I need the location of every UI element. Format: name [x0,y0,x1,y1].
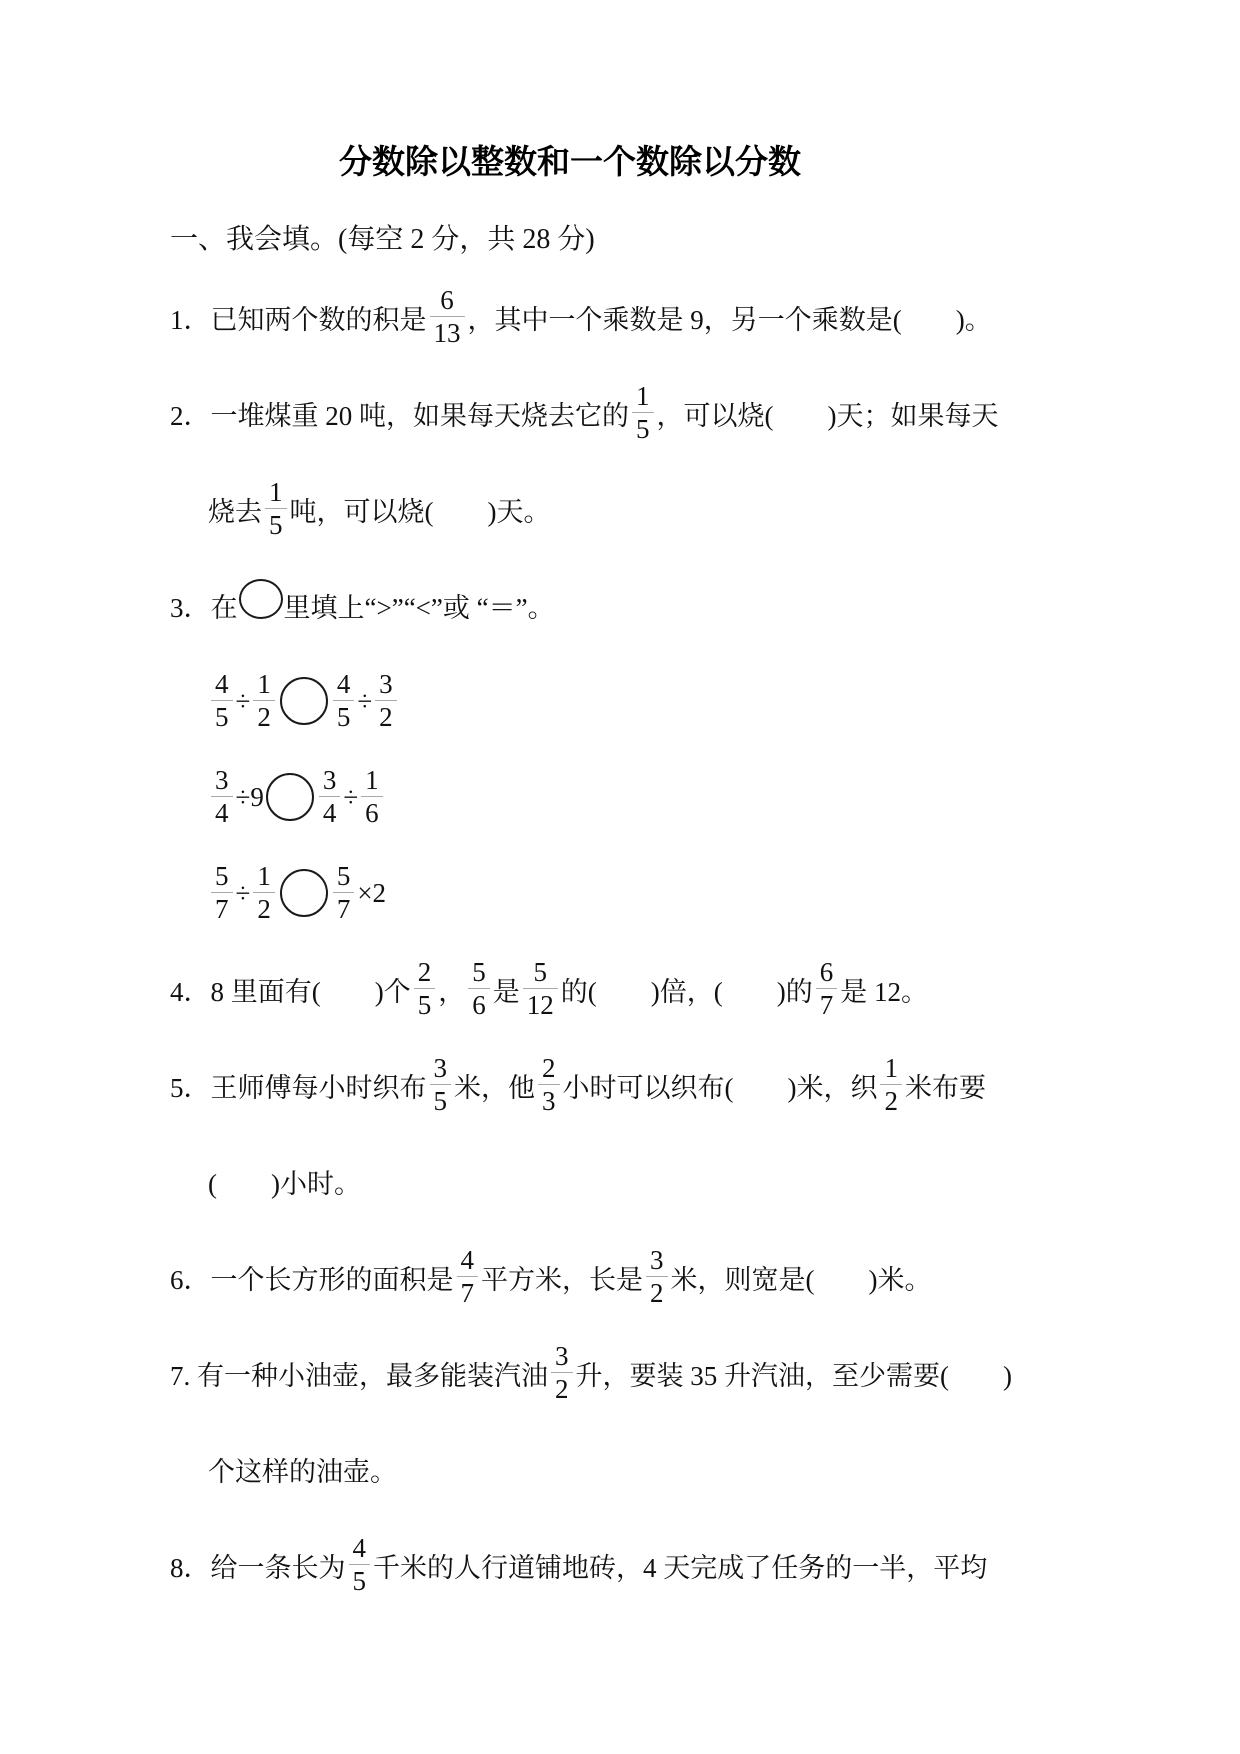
fraction [319,766,341,828]
text-segment: 米，则宽是( )米。 [670,1264,932,1295]
text-segment: 小时可以织布( )米，织 [562,1072,878,1103]
fraction-denominator: 6 [468,988,490,1020]
text-segment: 吨，可以烧( )天。 [289,496,551,527]
fraction-denominator: 12 [523,988,558,1020]
fraction [551,1342,573,1404]
question-line-q2a [170,376,1075,450]
fraction-denominator: 4 [319,796,341,828]
question-line-q4 [170,952,1075,1026]
fraction-denominator: 2 [253,700,275,732]
fraction [265,478,287,540]
fraction-denominator: 5 [265,508,287,540]
fraction-denominator: 5 [414,988,436,1020]
comparison-circle [280,677,328,725]
fraction-denominator: 6 [361,796,383,828]
text-segment: 米布要 [904,1072,986,1103]
fraction-numerator: 3 [379,669,393,700]
fraction-denominator: 4 [211,796,233,828]
text-segment: ÷ [235,877,251,908]
fraction-numerator: 5 [336,861,351,892]
fraction-numerator: 4 [352,1533,366,1564]
fraction-numerator: 6 [440,285,454,316]
fraction [211,670,233,732]
text-segment: 平方米，长是 [481,1264,643,1295]
fraction-numerator: 3 [215,765,229,796]
fraction [646,1246,668,1308]
fraction-numerator: 1 [365,765,379,796]
fraction [211,862,233,924]
fraction [333,862,355,924]
question-lines [170,280,1075,1602]
fraction [375,670,397,732]
fraction-denominator: 7 [333,892,355,924]
text-segment: 是 12。 [840,976,928,1007]
fraction-numerator: 2 [417,957,432,988]
fraction-denominator: 5 [333,700,355,732]
text-segment: 个这样的油壶。 [208,1456,397,1487]
text-segment: ， [438,976,466,1007]
fraction [253,670,275,732]
question-line-q7b [170,1432,1075,1506]
text-segment: 6．一个长方形的面积是 [170,1264,454,1295]
text-segment: 4．8 里面有( )个 [170,976,411,1007]
text-segment: 5．王师傅每小时织布 [170,1072,427,1103]
fraction-numerator: 3 [650,1245,664,1276]
fraction-numerator: 3 [433,1053,447,1084]
fraction [430,286,465,348]
fraction [468,958,490,1020]
question-line-cmp2 [170,760,1075,834]
question-line-q3 [170,568,1075,642]
fraction [414,958,436,1020]
question-line-q2b [170,472,1075,546]
fraction [253,862,275,924]
text-segment: ÷9 [235,781,264,812]
comparison-circle [280,869,328,917]
fraction [349,1534,371,1596]
text-segment: 1．已知两个数的积是 [170,304,427,335]
fraction-numerator: 5 [215,861,229,892]
text-segment: ，其中一个乘数是 9，另一个乘数是( )。 [467,304,992,335]
fraction-denominator: 2 [646,1276,668,1308]
text-segment: ( )小时。 [208,1168,361,1199]
fraction-denominator: 5 [349,1564,371,1596]
fraction-numerator: 6 [819,957,834,988]
text-segment: 烧去 [208,496,262,527]
question-line-q6 [170,1240,1075,1314]
text-segment: 里填上“>”“<”或 “＝”。 [283,592,555,623]
fraction [361,766,383,828]
text-segment: ，可以烧( )天；如果每天 [656,400,999,431]
text-segment: 的( )倍，( )的 [560,976,813,1007]
text-segment: 米，他 [454,1072,535,1103]
question-line-q1 [170,280,1075,354]
fraction-denominator: 5 [211,700,233,732]
fraction-denominator: 2 [880,1084,902,1116]
fraction-numerator: 1 [636,381,650,412]
question-line-q5b [170,1144,1075,1218]
question-line-cmp1 [170,664,1075,738]
text-segment: 是 [492,976,520,1007]
fraction-numerator: 5 [533,957,547,988]
text-segment: 7. 有一种小油壶，最多能装汽油 [170,1360,548,1391]
text-segment: ÷ [357,685,373,716]
comparison-circle [239,579,283,619]
fraction [880,1054,902,1116]
text-segment: ÷ [235,685,251,716]
fraction [538,1054,560,1116]
fraction-denominator: 2 [551,1372,573,1404]
fraction-denominator: 7 [816,988,838,1020]
text-segment: 8．给一条长为 [170,1552,346,1583]
page-title: 分数除以整数和一个数除以分数 [339,143,801,180]
comparison-circle [266,773,314,821]
fraction [211,766,233,828]
fraction-numerator: 1 [884,1053,898,1084]
fraction [816,958,838,1020]
fraction [333,670,355,732]
fraction [523,958,558,1020]
fraction-numerator: 1 [269,477,283,508]
fraction-numerator: 4 [215,669,229,700]
text-segment: ÷ [343,781,359,812]
fraction-denominator: 5 [632,412,654,444]
section-heading: 一、我会填。(每空 2 分，共 28 分) [170,223,595,255]
text-segment: 2．一堆煤重 20 吨，如果每天烧去它的 [170,400,629,431]
text-segment: 千米的人行道铺地砖，4 天完成了任务的一半，平均 [373,1552,988,1583]
fraction-numerator: 3 [555,1341,569,1372]
question-line-cmp3 [170,856,1075,930]
fraction-denominator: 7 [211,892,233,924]
fraction-numerator: 4 [460,1245,474,1276]
fraction-numerator: 5 [472,957,486,988]
fraction-numerator: 4 [336,669,351,700]
question-line-q7a [170,1336,1075,1410]
fraction-denominator: 2 [375,700,397,732]
fraction-numerator: 3 [322,765,337,796]
fraction-numerator: 1 [257,861,271,892]
fraction [457,1246,479,1308]
fraction-denominator: 13 [430,316,465,348]
fraction-numerator: 1 [257,669,271,700]
text-segment: ×2 [357,877,387,908]
fraction-denominator: 5 [430,1084,452,1116]
fraction [430,1054,452,1116]
fraction [632,382,654,444]
text-segment: 3．在 [170,592,238,623]
fraction-denominator: 3 [538,1084,560,1116]
fraction-numerator: 2 [542,1053,556,1084]
question-line-q5a [170,1048,1075,1122]
question-line-q8 [170,1528,1075,1602]
fraction-denominator: 7 [457,1276,479,1308]
text-segment: 升，要装 35 升汽油，至少需要( ) [575,1360,1012,1391]
fraction-denominator: 2 [253,892,275,924]
